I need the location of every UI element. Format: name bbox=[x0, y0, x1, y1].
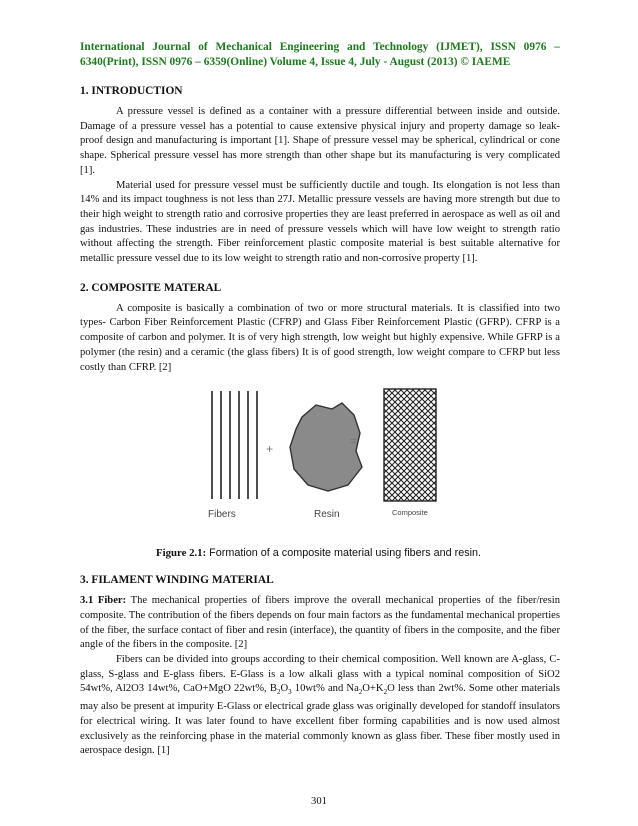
figure-caption-text: Formation of a composite material using fibers and resin. bbox=[206, 547, 482, 560]
subscript: 2 bbox=[358, 688, 363, 697]
paragraph-fiber-2-part-a: Fibers can be divided into groups according to their chemical composition. Well known are A-glass, C-glass, S-glass and E-glass fibers. E-Glass is a low alkali glass with a typical nominal composition of SiO2 54wt%, Al2O3 14wt%, CaO+MgO 22wt%, B bbox=[80, 654, 560, 695]
paragraph-fiber-1 bbox=[80, 594, 560, 653]
paragraph-composite-1: A composite is basically a combination of two or more structural materials. It is classified into two types- Carbon Fiber Reinforcement Plastic (CFRP) and Glass Fiber Reinforcement Plastic (GFRP). CFRP is a composite of carbon and polymer. It is of very high strength, low weight but highly expensive. While GFRP is a polymer (the resin) and a ceramic (the glass fibers) It is of good strength, low weight compare to CFRP but less costly than CFRP. [2] bbox=[80, 302, 560, 373]
paragraph-fiber-2-part-c: 10wt% and Na bbox=[291, 683, 359, 695]
journal-header: International Journal of Mechanical Engineering and Technology (IJMET), ISSN 0976 – 6340(Print), ISSN 0976 – 6359(Online) Volume 4, Issue 4, July - August (2013) © IAEME bbox=[80, 41, 560, 68]
composite-illustration bbox=[384, 389, 436, 501]
figure-caption-label: Figure 2.1: bbox=[156, 547, 207, 560]
paragraph-fiber-1-text: The mechanical properties of fibers improve the overall mechanical properties of the fiber/resin composite. The contribution of the fibers depends on four main factors as the fundamental mechanical properties of the fiber, the surface contact of fiber and resin (interface), the quantity of fibers in the composite, and the fiber angle of the fibers in the composite. [2] bbox=[80, 595, 560, 651]
figure-label-resin: Resin bbox=[314, 509, 340, 521]
figure-illustration bbox=[80, 381, 560, 569]
paragraph-fiber-2-part-e: O less than 2wt%. Some other materials may also be present at impurity E-Glass or electrical grade glass was originally developed for standoff insulators for electrical wiring. It was later found to have excellent fiber forming capabilities and is now used almost exclusively as the reinforcing phase in the material commonly known as glass fiber. These fiber mostly used in aerospace design. [1] bbox=[80, 683, 560, 757]
fibers-illustration bbox=[212, 391, 257, 499]
subscript: 3 bbox=[288, 688, 292, 697]
section-heading-introduction: 1. INTRODUCTION bbox=[80, 85, 183, 97]
subscript: 2 bbox=[383, 688, 388, 697]
paragraph-fiber-2-part-b: O bbox=[280, 683, 289, 695]
section-heading-filament-winding: 3. FILAMENT WINDING MATERIAL bbox=[80, 574, 274, 587]
figure-label-composite: Composite bbox=[392, 508, 428, 518]
section-heading-composite: 2. COMPOSITE MATERAL bbox=[80, 281, 222, 294]
paragraph-intro-2: Material used for pressure vessel must be sufficiently ductile and tough. Its elongation is not less than 14% and its impact toughness is not less than 27J. Metallic pressure vessels are having more strength but due to their high weight to strength ratio and corrosive properties they are least preferred in aerospace as well as oil and gas industries. These industries are in need of pressure vessels which will have low weight to strength ratio without affecting the strength. Fiber reinforcement plastic composite material is best suitable alternative for metallic pressure vessel due to its low weight to strength ratio and non-corrosive property [1]. bbox=[80, 179, 560, 265]
figure-equals-sign: = bbox=[350, 434, 358, 449]
page-number: 301 bbox=[311, 796, 327, 807]
paragraph-fiber-2-part-d: O+K bbox=[362, 683, 384, 695]
figure-plus-sign: + bbox=[266, 442, 274, 457]
paragraph-fiber-2 bbox=[80, 653, 560, 759]
figure-composite-formation bbox=[80, 381, 560, 569]
figure-label-fibers: Fibers bbox=[208, 509, 236, 521]
subscript: 2 bbox=[276, 688, 281, 697]
subsection-heading-fiber: 3.1 Fiber: bbox=[80, 595, 127, 607]
paper-page bbox=[80, 40, 560, 759]
paragraph-intro-1: A pressure vessel is defined as a container with a pressure differential between inside and outside. Damage of a pressure vessel has a potential to cause extensive physical injury and property damage so leak-proof design and manufacturing is important [1]. Shape of pressure vessel may be spherical, cylindrical or cone shape. Spherical pressure vessel has more strength than other shape but its manufacturing is very complicated [1]. bbox=[80, 106, 560, 176]
